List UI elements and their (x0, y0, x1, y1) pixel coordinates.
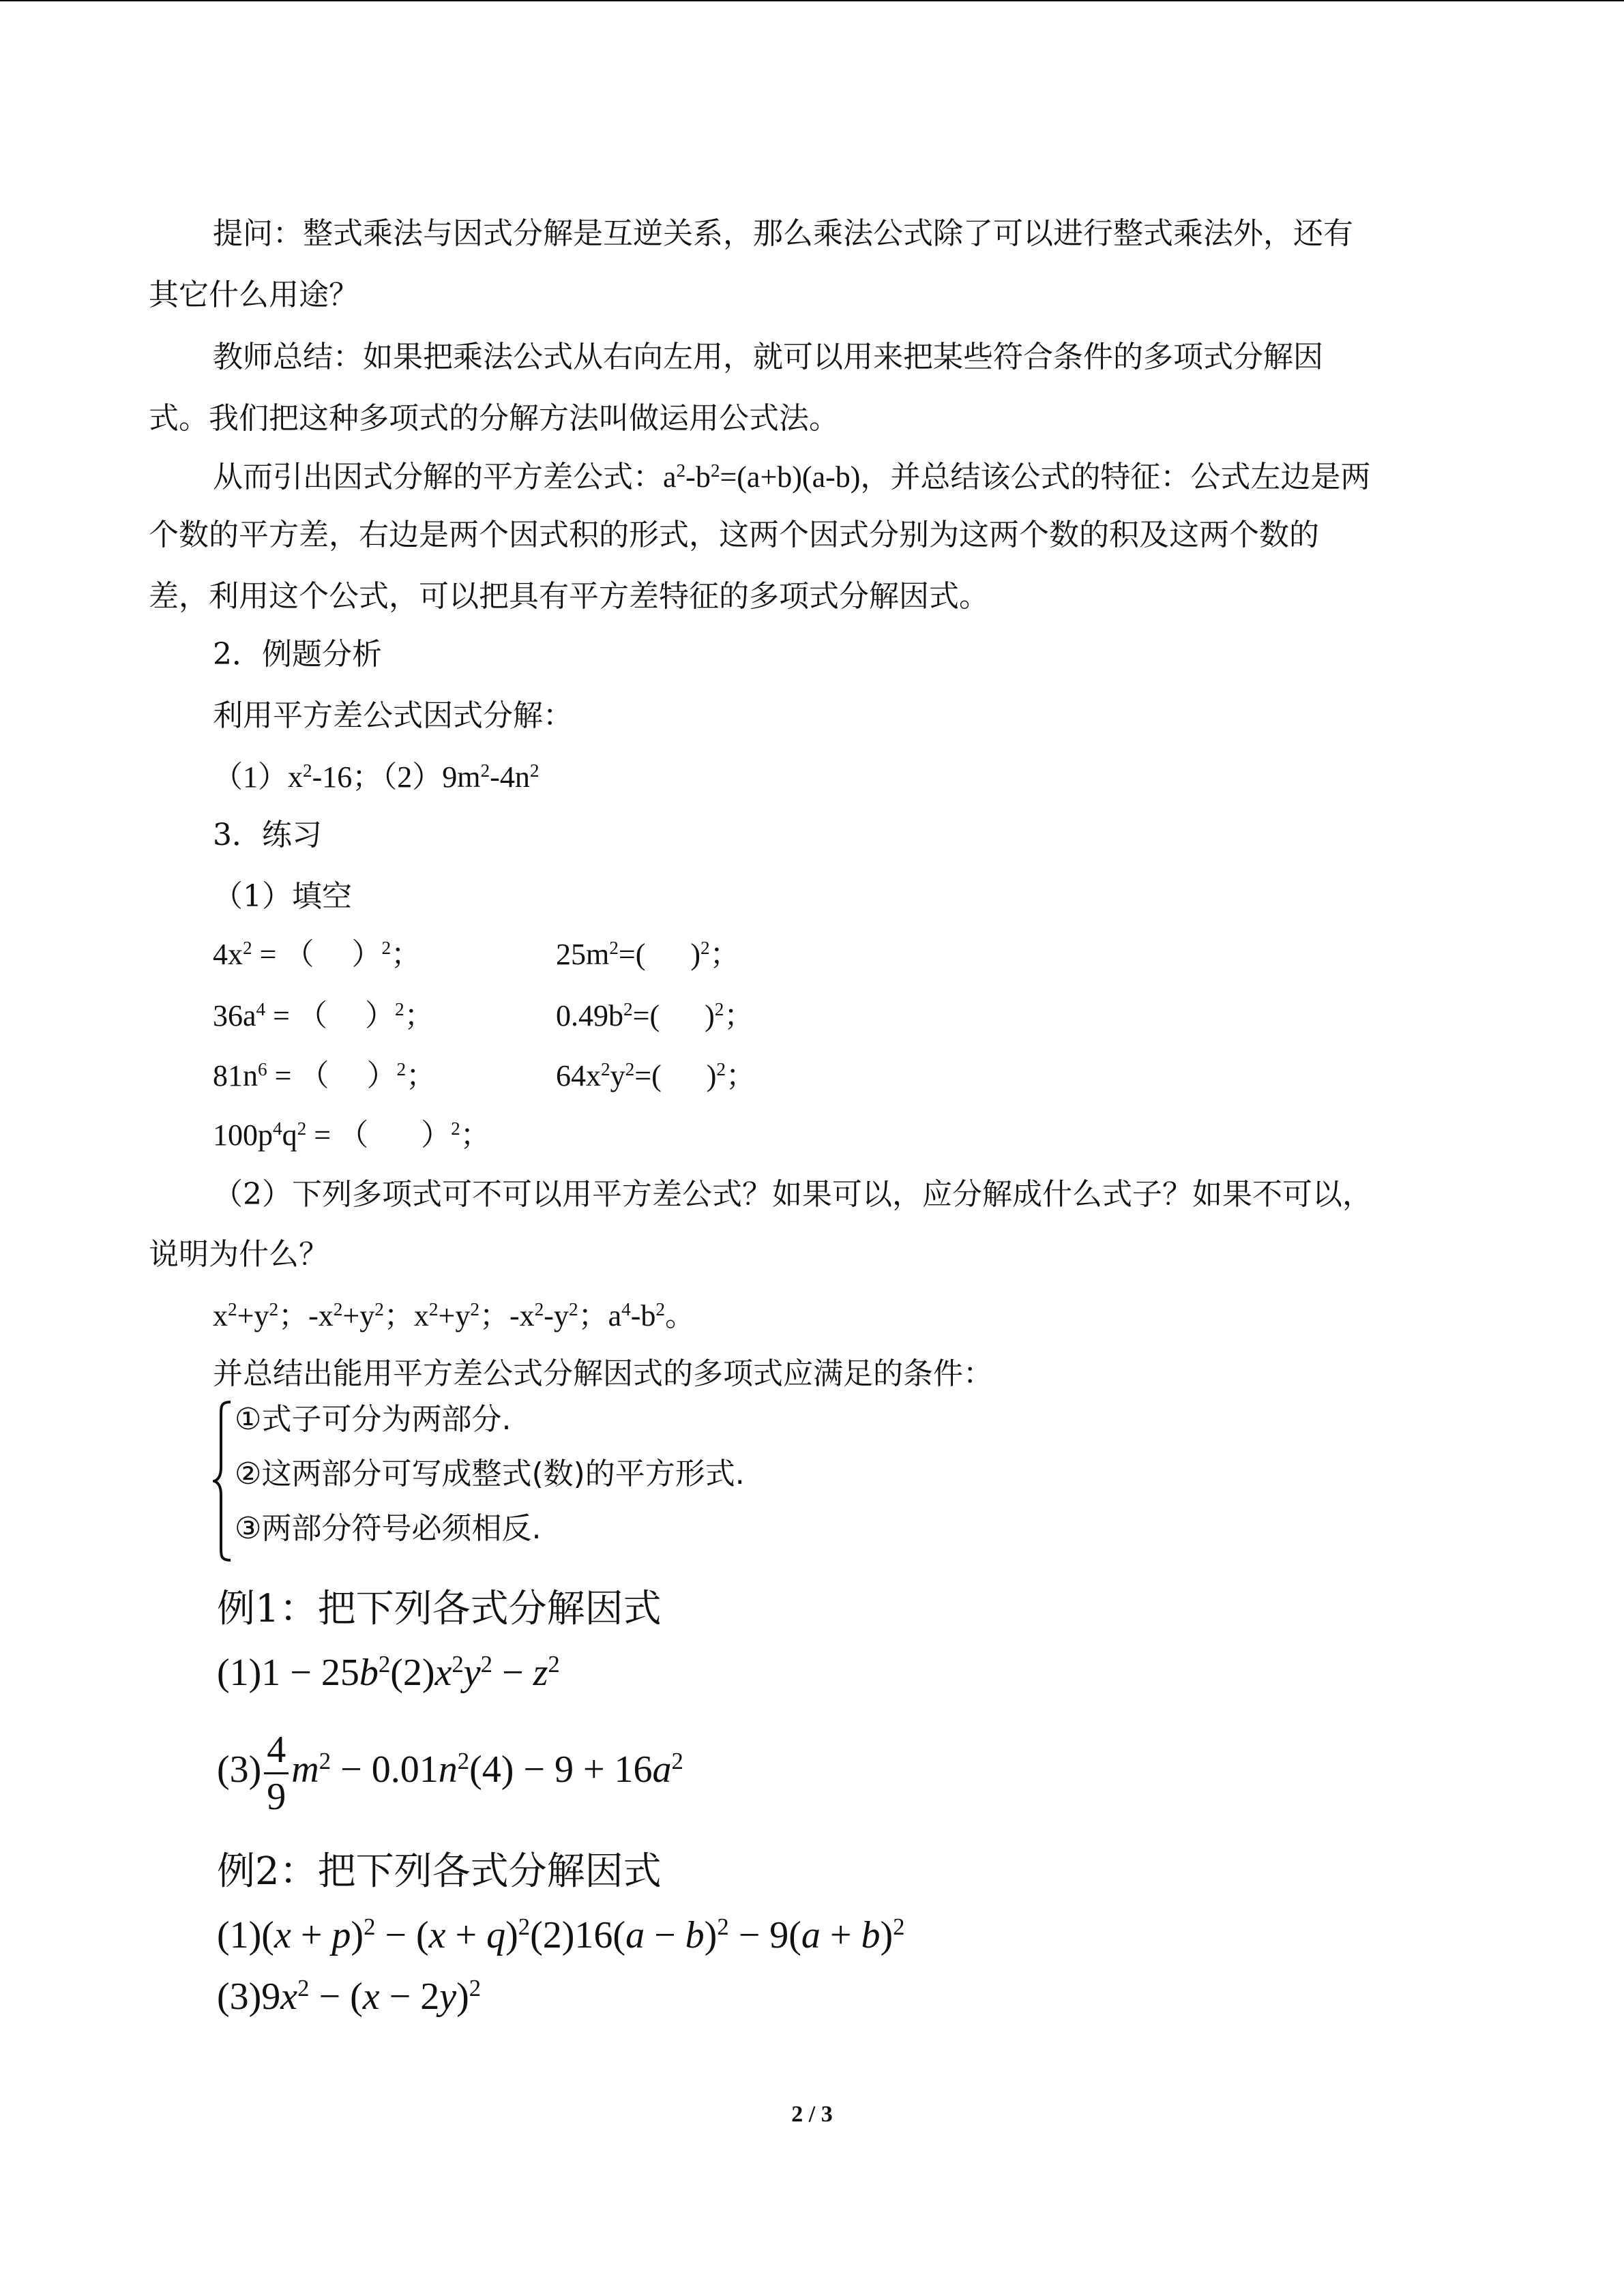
section-2-intro: 利用平方差公式因式分解： (213, 698, 573, 733)
example-1-problems-a: $(1)1 - 25b^2(2)x^2y^2 - z^2$ (217, 1650, 560, 1694)
condition-3: ③两部分符号必须相反. (235, 1511, 542, 1546)
example-1-title: 例1：把下列各式分解因式 (217, 1587, 662, 1631)
formula-feature-line-2: 个数的平方差，右边是两个因式积的形式，这两个因式分别为这两个数的积及这两个数的 (149, 518, 1319, 552)
example-1-problems-b: (3) $\frac{4}{9}$ $m^2 - 0.01n^2(4) - 9 + 16a^2$ (217, 1728, 683, 1818)
fill-blank-title: （1）填空 (213, 879, 352, 914)
teacher-summary-line-1: 教师总结：如果把乘法公式从右向左用，就可以用来把某些符合条件的多项式分解因 (213, 340, 1323, 374)
fill-blank-row-3-right: $64x^2y^2=$( )$^2$； (556, 1059, 756, 1092)
question-line-2: 其它什么用途？ (149, 278, 359, 312)
formula-intro-line (213, 457, 1370, 498)
section-2-problems: $(1)x^2-16$；$(2)9m^2-4n^2$ (213, 760, 540, 794)
fill-blank-row-2-right: $0.49b^2=$( )$^2$； (556, 999, 754, 1032)
page-top-border (0, 0, 1624, 1)
conditions-block (213, 1399, 827, 1563)
conditions-summary: 并总结出能用平方差公式分解因式的多项式应满足的条件： (213, 1356, 993, 1391)
fraction-four-ninths: $\frac{4}{9}$ (264, 1727, 289, 1819)
formula-intro-text: 从而引出因式分解的平方差公式： (213, 460, 663, 494)
question-line-1: 提问：整式乘法与因式分解是互逆关系，那么乘法公式除了可以进行整式乘法外，还有 (213, 216, 1353, 251)
example-2-problems-b: $(3)9x^2 - (x - 2y)^2$ (217, 1974, 482, 2018)
fill-blank-row-1: $4x^2$ = （ ）$^2$； (213, 938, 422, 971)
condition-2: ②这两部分可写成整式(数)的平方形式. (235, 1457, 745, 1491)
fill-blank-row-4: $100p^4q^2$ = （ ）$^2$； (213, 1118, 490, 1152)
page-number: 2 / 3 (791, 2102, 833, 2127)
question-2-line-2: 说明为什么？ (149, 1237, 329, 1272)
section-3-heading: 3．练习 (213, 818, 322, 852)
formula-feature-text: ，并总结该公式的特征：公式左边是两 (860, 460, 1371, 494)
fill-blank-row-2: $36a^4$ = （ ）$^2$； (213, 999, 434, 1032)
condition-1: ①式子可分为两部分. (235, 1402, 512, 1437)
formula-feature-line-3: 差，利用这个公式，可以把具有平方差特征的多项式分解因式。 (149, 579, 989, 614)
difference-of-squares-formula: $a^2-b^2=(a+b)(a-b)$ (663, 460, 861, 494)
fill-blank-row-1-right: $25m^2=$( )$^2$； (556, 938, 740, 971)
question-2-polynomials: $x^2+y^2$；$-x^2+y^2$；$x^2+y^2$；$-x^2-y^2$；$a^4-b^2$。 (213, 1299, 696, 1332)
left-brace-icon (213, 1399, 233, 1563)
section-2-heading: 2．例题分析 (213, 637, 382, 672)
example-2-title: 例2：把下列各式分解因式 (217, 1849, 662, 1894)
question-2-line-1: （2）下列多项式可不可以用平方差公式？如果可以，应分解成什么式子？如果不可以， (213, 1177, 1372, 1212)
example-2-problems-a: $(1)(x + p)^2 - (x + q)^2(2)16(a - b)^2 - 9(a + b)^2$ (217, 1913, 905, 1956)
fill-blank-row-3: $81n^6$ = （ ）$^2$； (213, 1059, 437, 1092)
teacher-summary-line-2: 式。我们把这种多项式的分解方法叫做运用公式法。 (149, 401, 839, 436)
